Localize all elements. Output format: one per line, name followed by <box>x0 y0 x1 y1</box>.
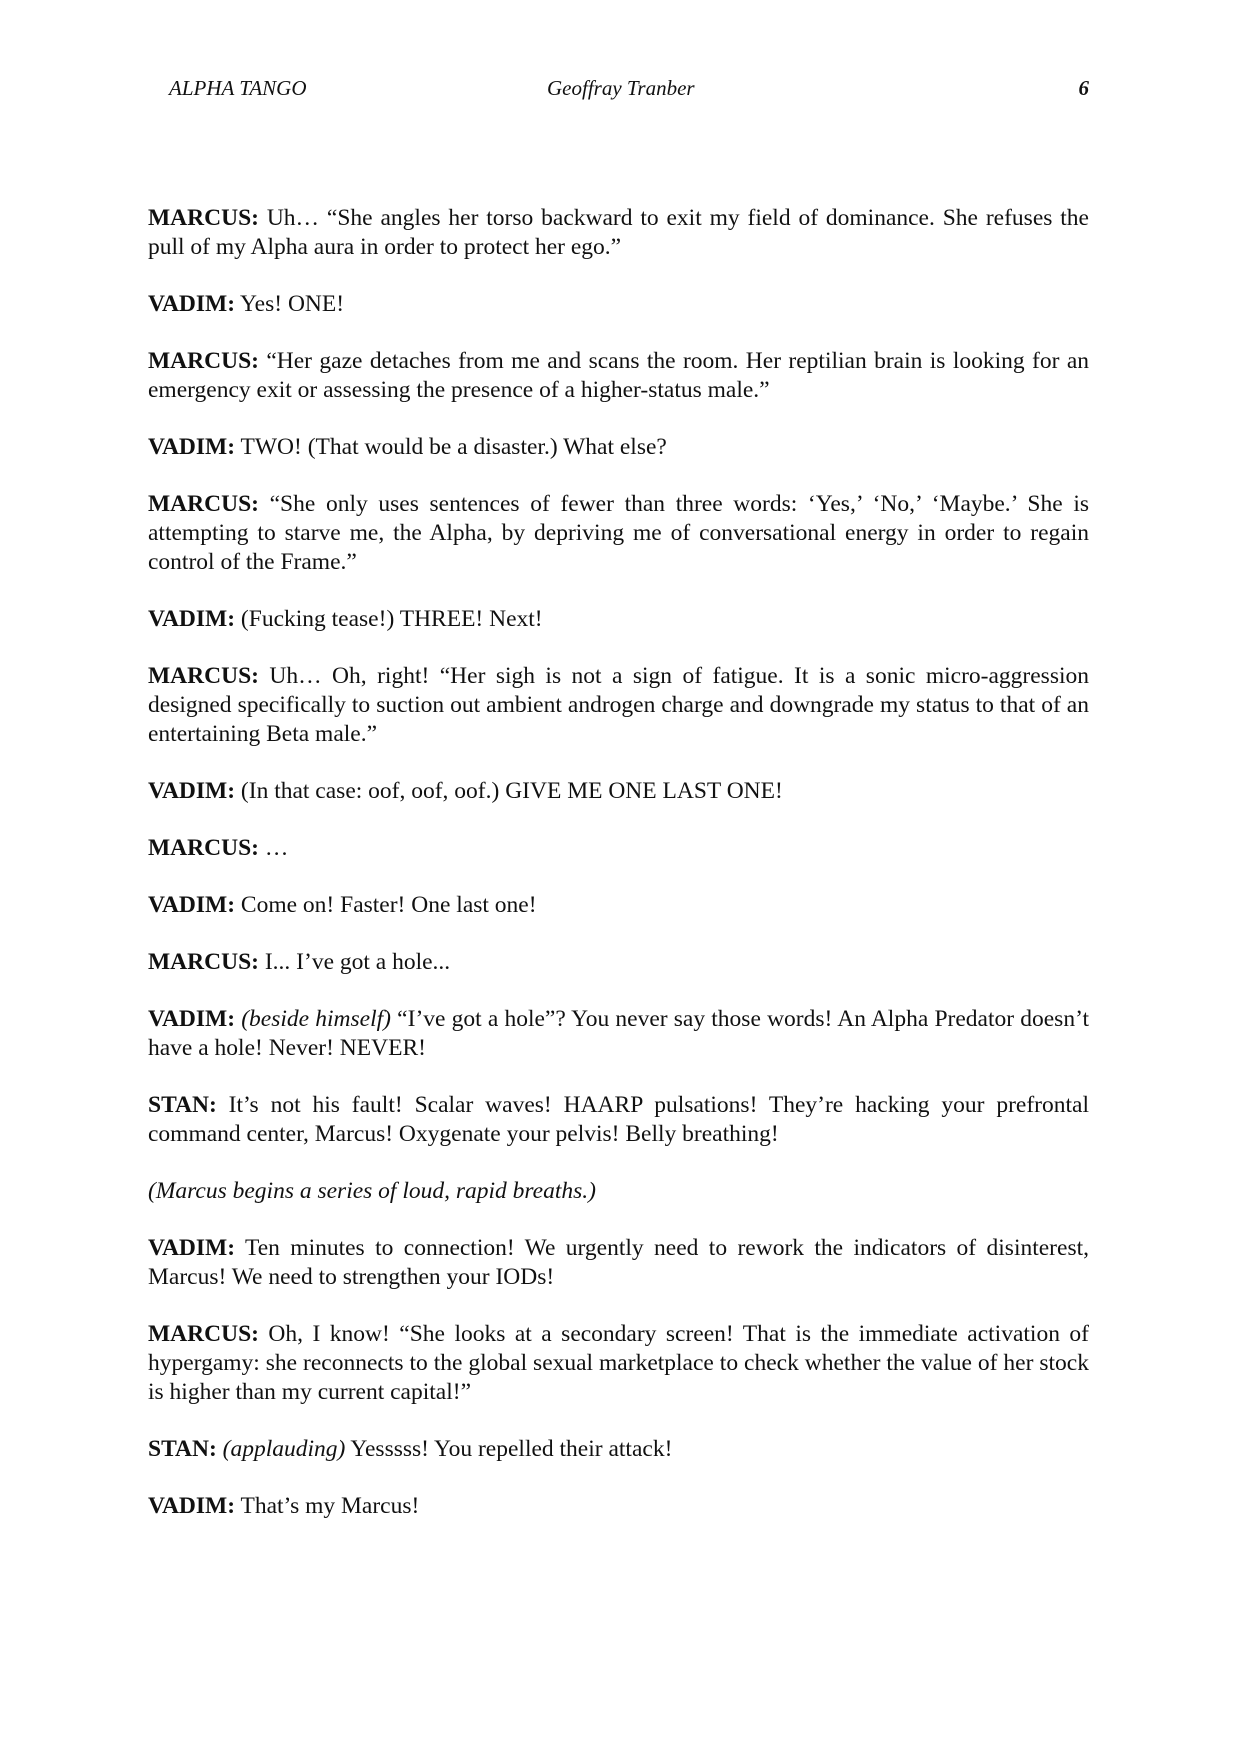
speaker-name: VADIM: <box>148 291 236 317</box>
speaker-name: VADIM: <box>148 1006 236 1032</box>
dialogue-text: Uh… Oh, right! “Her sigh is not a sign of fatigue. It is a sonic micro-aggression designed specifically to suction out ambient androgen charge and downgrade my status to that of an entertaining Beta male.” <box>148 663 1089 747</box>
speaker-name: MARCUS: <box>148 1321 259 1347</box>
dialogue-text: “Her gaze detaches from me and scans the room. Her reptilian brain is looking for an emergency exit or assessing the presence of a higher-status male.” <box>148 348 1089 403</box>
dialogue-line-marcus <box>148 948 1089 977</box>
dialogue-text: Come on! Faster! One last one! <box>235 892 537 918</box>
dialogue-text: “I’ve got a hole”? You never say those words! An Alpha Predator doesn’t have a hole! Never! NEVER! <box>148 1006 1089 1061</box>
dialogue-line-marcus <box>148 1320 1089 1407</box>
speaker-name: VADIM: <box>148 892 236 918</box>
dialogue-line-marcus <box>148 662 1089 749</box>
speaker-name: STAN: <box>148 1436 217 1462</box>
dialogue-line-vadim <box>148 1005 1089 1063</box>
speaker-name: MARCUS: <box>148 949 259 975</box>
dialogue-text: Yes! ONE! <box>235 291 345 317</box>
dialogue-line-vadim <box>148 1492 1089 1521</box>
dialogue-text: (In that case: oof, oof, oof.) GIVE ME ONE LAST ONE! <box>235 778 783 804</box>
dialogue-text: … <box>258 835 289 861</box>
speaker-name: MARCUS: <box>148 835 259 861</box>
dialogue-line-vadim <box>148 777 1089 806</box>
dialogue-line-marcus <box>148 204 1089 262</box>
parenthetical-direction: (applauding) <box>216 1436 346 1462</box>
speaker-name: STAN: <box>148 1092 217 1118</box>
speaker-name: VADIM: <box>148 606 236 632</box>
stage-direction-text: (Marcus begins a series of loud, rapid breaths.) <box>148 1178 596 1204</box>
dialogue-line-vadim <box>148 891 1089 920</box>
speaker-name: VADIM: <box>148 778 236 804</box>
dialogue-line-stan <box>148 1091 1089 1149</box>
speaker-name: VADIM: <box>148 1235 236 1261</box>
dialogue-line-stan <box>148 1435 1089 1464</box>
dialogue-line-marcus <box>148 490 1089 577</box>
dialogue-text: That’s my Marcus! <box>235 1493 420 1519</box>
dialogue-text: “She only uses sentences of fewer than three words: ‘Yes,’ ‘No,’ ‘Maybe.’ She is attempting to starve me, the Alpha, by depriving me of conversational energy in order to regain control of the Frame.” <box>148 491 1089 575</box>
dialogue-text: Uh… “She angles her torso backward to exit my field of dominance. She refuses the pull of my Alpha aura in order to protect her ego.” <box>148 205 1089 260</box>
header-title: ALPHA TANGO <box>169 76 307 100</box>
speaker-name: VADIM: <box>148 434 236 460</box>
running-header <box>169 76 1089 104</box>
speaker-name: MARCUS: <box>148 491 259 517</box>
dialogue-line-vadim <box>148 290 1089 319</box>
header-author: Geoffray Tranber <box>547 76 695 100</box>
dialogue-text: Oh, I know! “She looks at a secondary screen! That is the immediate activation of hypergamy: she reconnects to the global sexual marketplace to check whether the value of her stock is higher than my current capital!” <box>148 1321 1089 1405</box>
dialogue-line-marcus <box>148 347 1089 405</box>
dialogue-text: (Fucking tease!) THREE! Next! <box>235 606 543 632</box>
dialogue-text: It’s not his fault! Scalar waves! HAARP pulsations! They’re hacking your prefrontal command center, Marcus! Oxygenate your pelvis! Belly breathing! <box>148 1092 1089 1147</box>
dialogue-line-vadim <box>148 605 1089 634</box>
dialogue-text: TWO! (That would be a disaster.) What else? <box>235 434 667 460</box>
dialogue-line-vadim <box>148 433 1089 462</box>
dialogue-text: Yesssss! You repelled their attack! <box>345 1436 673 1462</box>
script-body <box>148 204 1089 1549</box>
dialogue-line-marcus <box>148 834 1089 863</box>
stage-direction <box>148 1177 1089 1206</box>
speaker-name: MARCUS: <box>148 205 259 231</box>
page-number: 6 <box>1078 76 1089 100</box>
speaker-name: MARCUS: <box>148 348 259 374</box>
speaker-name: MARCUS: <box>148 663 259 689</box>
speaker-name: VADIM: <box>148 1493 236 1519</box>
parenthetical-direction: (beside himself) <box>235 1006 391 1032</box>
dialogue-text: Ten minutes to connection! We urgently need to rework the indicators of disinterest, Marcus! We need to strengthen your IODs! <box>148 1235 1089 1290</box>
dialogue-text: I... I’ve got a hole... <box>258 949 451 975</box>
dialogue-line-vadim <box>148 1234 1089 1292</box>
